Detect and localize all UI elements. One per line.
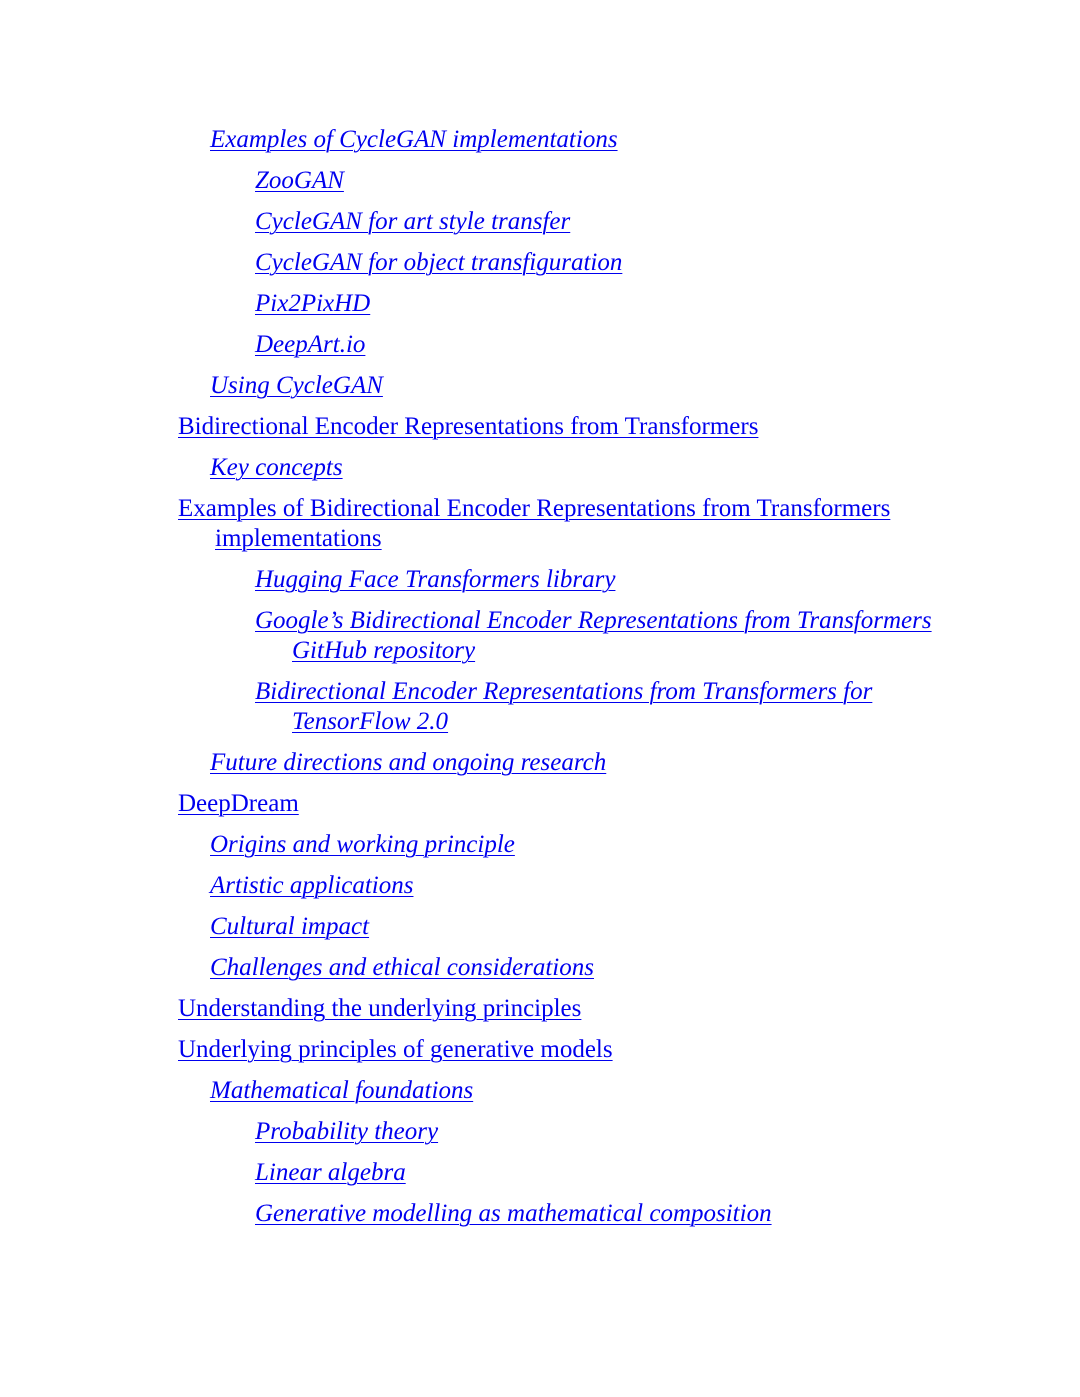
toc-entry-level-1[interactable]: Examples of Bidirectional Encoder Representations from Transformers implementations	[178, 495, 891, 552]
toc-entry-level-3[interactable]: Google’s Bidirectional Encoder Representations from Transformers GitHub repository	[255, 607, 932, 664]
toc-entry-level-3[interactable]: Generative modelling as mathematical composition	[255, 1200, 772, 1227]
toc-entry-level-3[interactable]: Hugging Face Transformers library	[255, 566, 616, 593]
toc-entry-level-2[interactable]: Examples of CycleGAN implementations	[210, 126, 618, 153]
toc-entry-level-1[interactable]: Underlying principles of generative models	[178, 1036, 613, 1063]
toc-entry-level-3[interactable]: Probability theory	[255, 1118, 439, 1145]
toc-entry-level-2[interactable]: Origins and working principle	[210, 831, 515, 858]
toc-entry-level-3[interactable]: Linear algebra	[255, 1159, 406, 1186]
toc-entry-level-3[interactable]: Bidirectional Encoder Representations from Transformers for TensorFlow 2.0	[255, 678, 873, 735]
toc-entry-level-1[interactable]: Bidirectional Encoder Representations from Transformers	[178, 413, 759, 440]
toc-entry-level-3[interactable]: ZooGAN	[255, 167, 344, 194]
toc-entry-level-2[interactable]: Artistic applications	[210, 872, 414, 899]
toc-entry-level-3[interactable]: DeepArt.io	[255, 331, 366, 358]
toc-entry-level-2[interactable]: Mathematical foundations	[210, 1077, 474, 1104]
toc-entry-level-2[interactable]: Future directions and ongoing research	[210, 749, 607, 776]
toc-entry-level-3[interactable]: Pix2PixHD	[255, 290, 371, 317]
toc-entry-level-3[interactable]: CycleGAN for object transfiguration	[255, 249, 623, 276]
toc-entry-level-2[interactable]: Using CycleGAN	[210, 372, 383, 399]
table-of-contents	[0, 125, 1080, 1240]
toc-entry-level-1[interactable]: Understanding the underlying principles	[178, 995, 582, 1022]
toc-entry-level-3[interactable]: CycleGAN for art style transfer	[255, 208, 571, 235]
toc-entry-level-2[interactable]: Challenges and ethical considerations	[210, 954, 594, 981]
toc-entry-level-2[interactable]: Cultural impact	[210, 913, 370, 940]
toc-entry-level-1[interactable]: DeepDream	[178, 790, 299, 817]
toc-entry-level-2[interactable]: Key concepts	[210, 454, 343, 481]
